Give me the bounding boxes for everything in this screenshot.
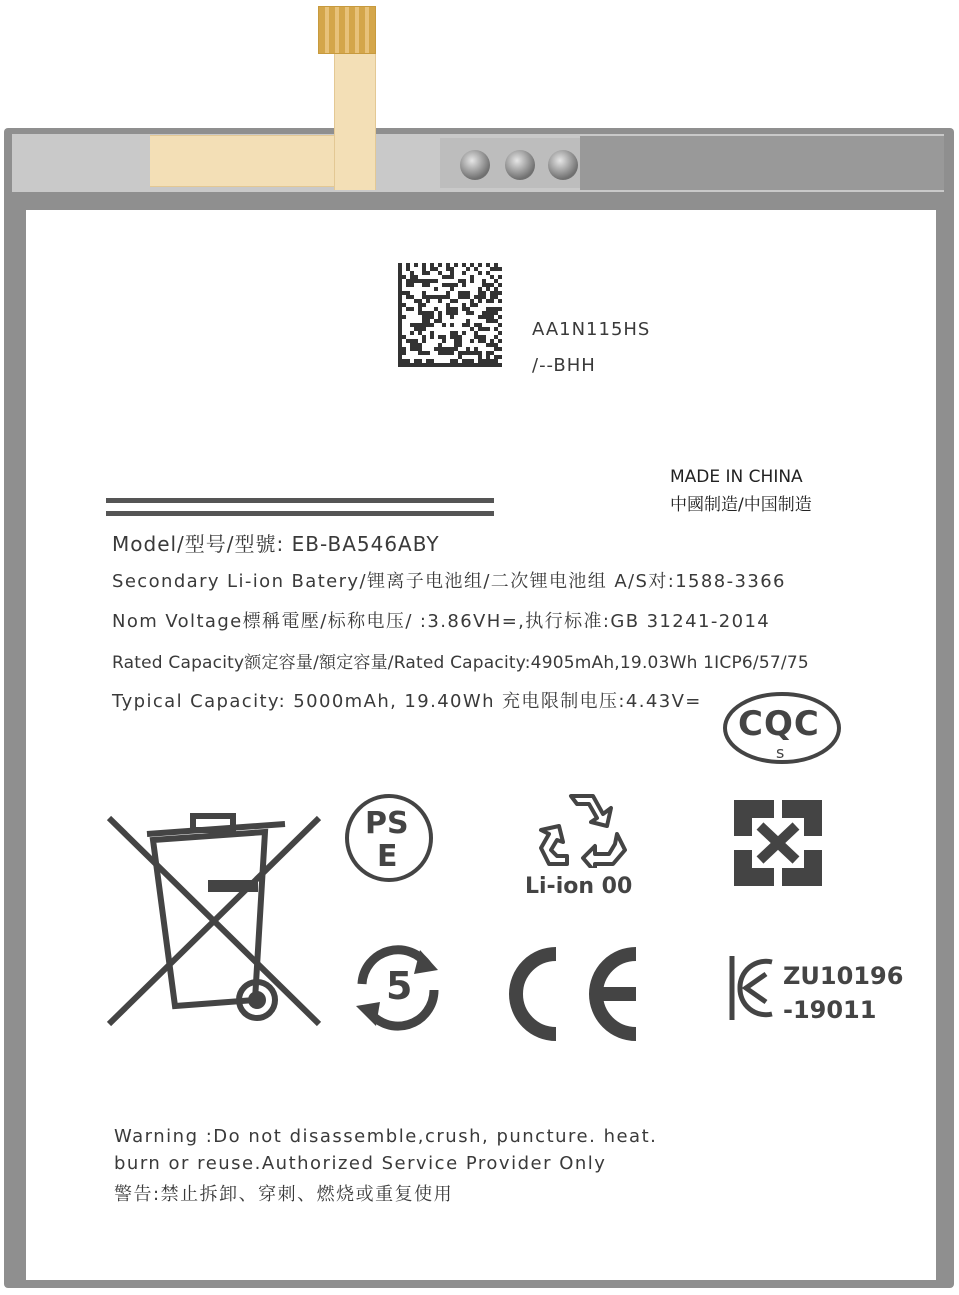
taiwan-recycle-icon <box>730 796 826 890</box>
connector-pin <box>505 150 535 180</box>
kc-code-line-1: ZU10196 <box>783 962 904 990</box>
ce-mark-icon <box>500 944 646 1044</box>
divider-rule <box>106 511 494 516</box>
recycle-label: Li-ion 00 <box>525 874 633 899</box>
typical-capacity: Typical Capacity: 5000mAh, 19.40Wh 充电限制电压:4.43V= <box>112 691 702 712</box>
pse-text-top: PS <box>365 806 409 841</box>
connector-pin <box>460 150 490 180</box>
kc-code-line-2: -19011 <box>783 996 877 1024</box>
model-number: Model/型号/型號: EB-BA546ABY <box>112 532 440 556</box>
kc-mark-icon <box>726 952 778 1024</box>
warning-line-3: 警告:禁止拆卸、穿刺、燃烧或重复使用 <box>114 1184 454 1205</box>
weee-crossed-bin-icon <box>105 810 325 1030</box>
cqc-sub: s <box>776 743 785 762</box>
efup-number: 5 <box>386 964 413 1008</box>
warning-line-1: Warning :Do not disassemble,crush, puncture. heat. <box>114 1126 658 1147</box>
cqc-text: CQC <box>738 704 820 744</box>
data-matrix-code <box>396 262 504 372</box>
ce-text <box>0 0 1 1</box>
rated-capacity: Rated Capacity额定容量/額定容量/Rated Capacity:4905mAh,19.03Wh 1ICP6/57/75 <box>112 653 809 673</box>
connector-pin <box>548 150 578 180</box>
serial-line-2: /--BHH <box>532 355 596 376</box>
recycle-icon <box>537 790 627 868</box>
made-in-china-zh: 中國制造/中国制造 <box>670 495 812 515</box>
divider-rule <box>106 498 494 503</box>
nominal-voltage: Nom Voltage標稱電壓/标称电压/ :3.86VH=,执行标准:GB 31241-2014 <box>112 611 771 632</box>
battery-type: Secondary Li-ion Batery/锂离子电池组/二次锂电池组 A/S对:1588-3366 <box>112 571 786 592</box>
flex-cable-vertical <box>334 50 376 190</box>
warning-line-2: burn or reuse.Authorized Service Provider Only <box>114 1153 607 1174</box>
flex-cable-connector <box>318 6 376 54</box>
serial-line-1: AA1N115HS <box>532 319 651 340</box>
made-in-china: MADE IN CHINA <box>670 467 803 487</box>
pse-text-bottom: E <box>377 839 398 874</box>
battery-top-strip-dark <box>580 136 944 190</box>
